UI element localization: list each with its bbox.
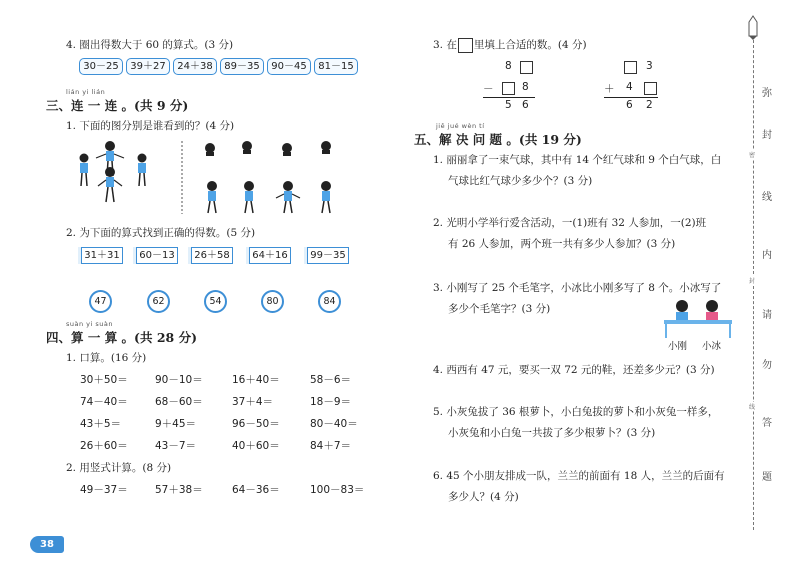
oral-calc-item[interactable]: 16＋40＝ xyxy=(232,374,280,386)
kid-head xyxy=(138,154,146,162)
oral-calc-item[interactable]: 30＋50＝ xyxy=(80,374,128,386)
margin-char: 请 xyxy=(762,310,772,321)
desk-top xyxy=(664,320,732,324)
oral-calc-item[interactable]: 74－40＝ xyxy=(80,396,128,408)
pencil-icon xyxy=(744,14,762,40)
margin-char: 弥 xyxy=(762,88,772,99)
margin-char: 内 xyxy=(762,250,772,261)
section5-title: 五、解 决 问 题 。(共 19 分) xyxy=(414,132,582,147)
expression-card[interactable]: 24＋38 xyxy=(173,58,217,75)
oral-calc-item[interactable]: 90－10＝ xyxy=(155,374,203,386)
r-q3-title xyxy=(433,37,587,53)
vertical-calc-item[interactable]: 64－36＝ xyxy=(232,484,280,496)
vs1-res1: 5 xyxy=(505,99,512,111)
margin-small-char: 线 xyxy=(749,404,756,411)
problem1-line1: 1. 丽丽拿了一束气球，其中有 14 个红气球和 9 个白气球，白 xyxy=(433,154,722,166)
expression-card[interactable]: 39＋27 xyxy=(126,58,170,75)
margin-char: 题 xyxy=(762,472,772,483)
vs1-blank[interactable] xyxy=(520,61,533,74)
expression-card[interactable]: 89－35 xyxy=(220,58,264,75)
page-number-tab xyxy=(30,536,64,553)
kid-head xyxy=(106,142,115,151)
oral-calc-item[interactable]: 80－40＝ xyxy=(310,418,358,430)
kid-body xyxy=(80,163,88,173)
oral-calc-item[interactable]: 68－60＝ xyxy=(155,396,203,408)
expression-card[interactable]: 64＋16 xyxy=(249,247,291,264)
page-number: 38 xyxy=(40,539,54,550)
vs1-line xyxy=(483,97,535,98)
problem6-line1: 6. 45 个小朋友排成一队，兰兰的前面有 18 人，兰兰的后面有 xyxy=(433,470,725,482)
oral-calc-item[interactable]: 40＋60＝ xyxy=(232,440,280,452)
vs1-mid: 8 xyxy=(522,81,529,93)
oral-calc-item[interactable]: 18－9＝ xyxy=(310,396,352,408)
kid-head xyxy=(282,143,292,153)
r-q3-title-b: 里填上合适的数。(4 分) xyxy=(473,39,587,51)
vs1-top: 8 xyxy=(505,60,512,72)
kid-body xyxy=(106,151,114,161)
kid-head xyxy=(284,182,293,191)
kids-illustration xyxy=(72,136,362,216)
vs1-op: － xyxy=(483,83,494,95)
q4-title: 4. 圈出得数大于 60 的算式。(3 分) xyxy=(66,39,234,51)
oral-calc-item[interactable]: 43＋5＝ xyxy=(80,418,122,430)
kid-head xyxy=(706,300,718,312)
problem4-line1: 4. 西西有 47 元，要买一双 72 元的鞋，还差多少元？(3 分) xyxy=(433,364,715,376)
q4-2-title: 2. 用竖式计算。(8 分) xyxy=(66,462,172,474)
problem3-line1: 3. 小刚写了 25 个毛笔字，小冰比小刚多写了 8 个。小冰写了 xyxy=(433,282,722,294)
margin-small-char: 密 xyxy=(749,152,756,159)
oral-calc-item[interactable]: 37＋4＝ xyxy=(232,396,274,408)
expression-card[interactable]: 99－35 xyxy=(307,247,349,264)
problem2-line2: 有 26 人参加，两个班一共有多少人参加？(3 分) xyxy=(448,238,676,250)
kids-group-left xyxy=(80,142,146,203)
problem5-line2: 小灰兔和小白兔一共拔了多少根萝卜？(3 分) xyxy=(448,427,656,439)
margin-char: 封 xyxy=(762,130,772,141)
expression-card[interactable]: 81－15 xyxy=(314,58,358,75)
margin-char: 线 xyxy=(762,192,772,203)
oral-calc-item[interactable]: 84＋7＝ xyxy=(310,440,352,452)
expression-card[interactable]: 60－13 xyxy=(136,247,178,264)
margin-char: 勿 xyxy=(762,360,772,371)
problem5-line1: 5. 小灰兔拔了 36 根萝卜，小白兔拔的萝卜和小灰兔一样多， xyxy=(433,406,719,418)
q4-1-title: 1. 口算。(16 分) xyxy=(66,352,147,364)
vs2-res2: 2 xyxy=(646,99,653,111)
answer-ball[interactable]: 47 xyxy=(89,290,112,313)
vs2-op: ＋ xyxy=(604,83,615,95)
section4-pinyin: suàn yi suàn xyxy=(66,320,114,328)
section3-title: 三、连 一 连 。(共 9 分) xyxy=(46,98,189,113)
problem1-line2: 气球比红气球少多少个？(3 分) xyxy=(448,175,593,187)
kid-head xyxy=(106,168,115,177)
kid-head xyxy=(322,182,331,191)
kid-head xyxy=(205,143,215,153)
kid-body xyxy=(106,177,114,187)
vs2-res1: 6 xyxy=(626,99,633,111)
views-bottom-row xyxy=(208,182,331,214)
expression-card[interactable]: 30－25 xyxy=(79,58,123,75)
kid-body xyxy=(676,312,688,321)
oral-calc-item[interactable]: 96－50＝ xyxy=(232,418,280,430)
answer-ball[interactable]: 84 xyxy=(318,290,341,313)
vs2-blank[interactable] xyxy=(644,82,657,95)
expression-card[interactable]: 31＋31 xyxy=(81,247,123,264)
oral-calc-item[interactable]: 26＋60＝ xyxy=(80,440,128,452)
vs2-line xyxy=(604,97,658,98)
q3-2-title: 2. 为下面的算式找到正确的得数。(5 分) xyxy=(66,227,256,239)
oral-calc-item[interactable]: 58－6＝ xyxy=(310,374,352,386)
kid-head xyxy=(242,141,252,151)
answer-ball[interactable]: 80 xyxy=(261,290,284,313)
views-top-row xyxy=(205,141,331,156)
r-q3-title-a: 3. 在 xyxy=(433,39,457,51)
problem3-line2: 多少个毛笔字？(3 分) xyxy=(448,303,551,315)
label-xiaogang: 小刚 xyxy=(668,341,688,352)
kid-body xyxy=(138,163,146,173)
kid-head xyxy=(676,300,688,312)
expression-card[interactable]: 26＋58 xyxy=(191,247,233,264)
label-xiaobing: 小冰 xyxy=(702,341,722,352)
vs2-blank[interactable] xyxy=(624,61,637,74)
margin-char: 答 xyxy=(762,418,772,429)
oral-calc-item[interactable]: 9＋45＝ xyxy=(155,418,197,430)
problem2-line1: 2. 光明小学举行爱含活动，一(1)班有 32 人参加，一(2)班 xyxy=(433,217,707,229)
vs2-mid: 4 xyxy=(626,81,633,93)
expression-card[interactable]: 90－45 xyxy=(267,58,311,75)
vs2-top: 3 xyxy=(646,60,653,72)
section4-title: 四、算 一 算 。(共 28 分) xyxy=(46,330,197,345)
answer-ball[interactable]: 54 xyxy=(204,290,227,313)
kid-head xyxy=(80,154,88,162)
vertical-calc-item[interactable]: 57＋38＝ xyxy=(155,484,203,496)
kid-body xyxy=(706,312,718,321)
blank-box-icon xyxy=(458,38,473,53)
answer-ball[interactable]: 62 xyxy=(147,290,170,313)
kid-head xyxy=(245,182,254,191)
margin-small-char: 封 xyxy=(749,278,756,285)
kid-head xyxy=(208,182,217,191)
oral-calc-item[interactable]: 43－7＝ xyxy=(155,440,197,452)
vs1-blank[interactable] xyxy=(502,82,515,95)
desk-illustration xyxy=(660,298,736,340)
vs1-res2: 6 xyxy=(522,99,529,111)
kid-head xyxy=(321,141,331,151)
vertical-calc-item[interactable]: 100－83＝ xyxy=(310,484,365,496)
problem6-line2: 多少人？(4 分) xyxy=(448,491,519,503)
vertical-calc-item[interactable]: 49－37＝ xyxy=(80,484,128,496)
q3-1-title: 1. 下面的图分别是谁看到的？(4 分) xyxy=(66,120,235,132)
section3-pinyin: lián yi lián xyxy=(66,88,106,96)
section5-pinyin: jiě jué wèn tí xyxy=(436,122,485,130)
